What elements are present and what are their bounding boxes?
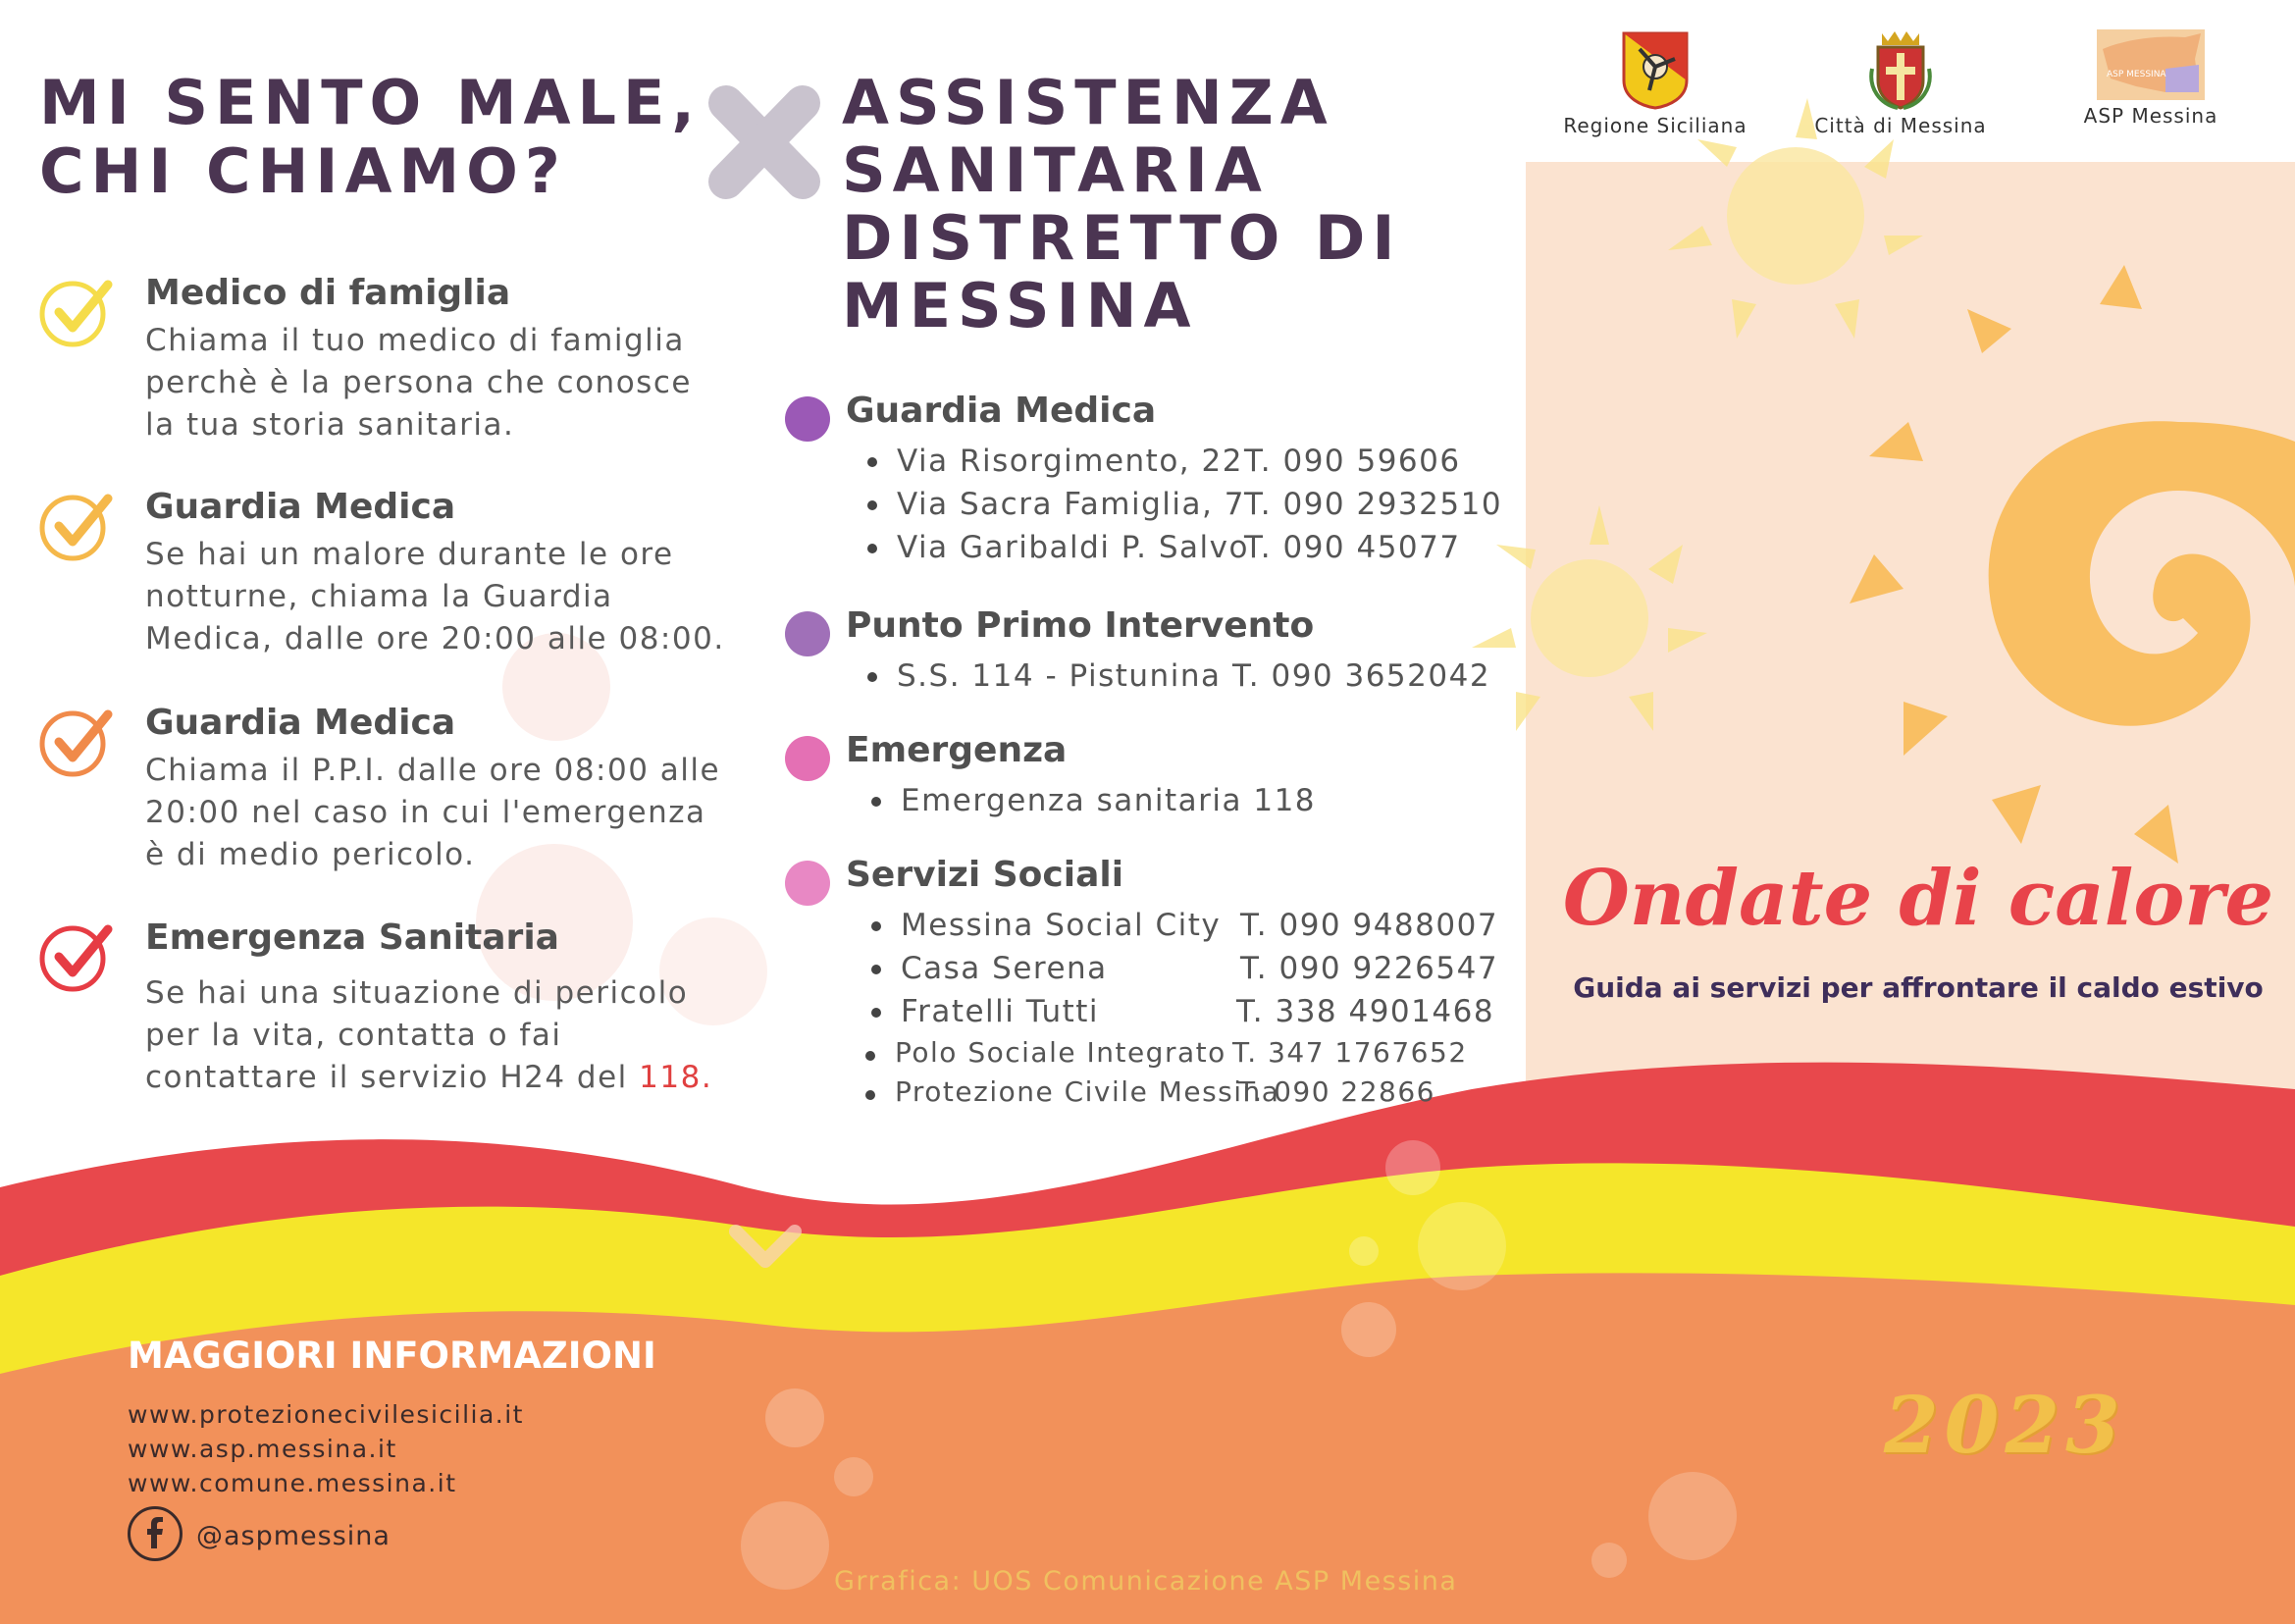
graphics-credit: Grrafica: UOS Comunicazione ASP Messina bbox=[834, 1566, 1458, 1597]
checklist-line-last-text: contattare il servizio H24 del bbox=[145, 1060, 640, 1095]
asp-badge-text: ASP MESSINA bbox=[2107, 70, 2166, 79]
facebook-glyph-icon bbox=[130, 1509, 180, 1558]
service-entry bbox=[863, 440, 1461, 483]
service-guardia-medica bbox=[785, 391, 1531, 577]
checklist-line: per la vita, contatta o fai bbox=[145, 1018, 562, 1053]
footer-heading: MAGGIORI INFORMAZIONI bbox=[128, 1335, 656, 1377]
footer-link-protezione-civile[interactable]: www.protezionecivilesicilia.it bbox=[128, 1400, 524, 1429]
checklist-line: Chiama il tuo medico di famiglia bbox=[145, 323, 685, 358]
service-address: Protezione Civile Messina bbox=[895, 1075, 1280, 1108]
logo-citta-messina bbox=[1802, 29, 1999, 137]
checklist-item-guardia-ppi bbox=[37, 703, 724, 889]
checklist-title: Guardia Medica bbox=[145, 703, 456, 743]
checklist-title: Medico di famiglia bbox=[145, 273, 511, 313]
service-entry bbox=[861, 1033, 1468, 1073]
service-phone: T. 347 1767652 bbox=[1232, 1036, 1468, 1069]
service-phone: T. 090 3652042 bbox=[1232, 658, 1491, 694]
checkmark-circle-icon bbox=[37, 487, 114, 563]
service-address: Casa Serena bbox=[901, 951, 1108, 986]
service-title: Servizi Sociali bbox=[846, 855, 1124, 895]
service-address: Via Garibaldi P. Salvo bbox=[897, 530, 1249, 565]
left-title-line-2: CHI CHIAMO? bbox=[39, 135, 567, 207]
facebook-handle[interactable]: @aspmessina bbox=[196, 1521, 391, 1551]
footer-link-comune[interactable]: www.comune.messina.it bbox=[128, 1469, 457, 1497]
mid-title-line-1: ASSISTENZA bbox=[842, 67, 1334, 138]
checklist-title: Emergenza Sanitaria bbox=[145, 917, 559, 958]
decorative-x-icon bbox=[726, 103, 803, 182]
service-list bbox=[867, 779, 1316, 822]
citta-messina-emblem-icon bbox=[1868, 29, 1933, 110]
checklist-line: Medica, dalle ore 20:00 alle 08:00. bbox=[145, 621, 725, 656]
bullet-dot-icon bbox=[785, 611, 830, 656]
facebook-icon[interactable] bbox=[128, 1506, 183, 1561]
logo-asp-messina bbox=[2053, 29, 2249, 128]
service-address: S.S. 114 - Pistunina bbox=[897, 658, 1222, 694]
checkmark-circle-icon bbox=[37, 273, 114, 349]
service-phone: T. 090 9226547 bbox=[1240, 951, 1499, 986]
service-phone: T. 090 9488007 bbox=[1240, 908, 1499, 943]
service-title: Punto Primo Intervento bbox=[846, 605, 1315, 646]
service-address: Polo Sociale Integrato bbox=[895, 1036, 1226, 1069]
service-address: Via Sacra Famiglia, 7 bbox=[897, 487, 1245, 522]
service-entry bbox=[863, 655, 1491, 698]
checkmark-circle-icon bbox=[37, 917, 114, 994]
service-list bbox=[863, 440, 1503, 569]
bullet-dot-icon bbox=[785, 396, 830, 442]
logo-label-regione: Regione Siciliana bbox=[1563, 114, 1747, 137]
bullet-dot-icon bbox=[785, 736, 830, 781]
service-phone: T. 090 22866 bbox=[1238, 1075, 1435, 1108]
checklist-line: notturne, chiama la Guardia bbox=[145, 579, 613, 614]
checklist-text bbox=[145, 534, 725, 660]
asp-messina-emblem-icon bbox=[2097, 29, 2205, 100]
footer-link-asp[interactable]: www.asp.messina.it bbox=[128, 1435, 397, 1463]
service-list bbox=[863, 655, 1491, 698]
service-address: Via Risorgimento, 22 bbox=[897, 444, 1243, 479]
checklist-line: Se hai un malore durante le ore bbox=[145, 537, 674, 572]
service-entry bbox=[863, 483, 1503, 526]
checklist-title: Guardia Medica bbox=[145, 487, 456, 527]
bullet-dot-icon bbox=[785, 861, 830, 906]
checklist-text bbox=[145, 750, 720, 876]
checklist-text bbox=[145, 320, 692, 446]
service-address: Emergenza sanitaria 118 bbox=[901, 783, 1317, 818]
checklist-line: 20:00 nel caso in cui l'emergenza bbox=[145, 795, 706, 830]
checkmark-circle-icon bbox=[37, 703, 114, 779]
service-phone: T. 338 4901468 bbox=[1236, 994, 1495, 1029]
checklist-line: la tua storia sanitaria. bbox=[145, 407, 515, 443]
left-title-line-1: MI SENTO MALE, bbox=[39, 67, 702, 138]
mid-title-line-3: DISTRETTO DI bbox=[842, 202, 1402, 274]
regione-siciliana-emblem-icon bbox=[1620, 29, 1691, 110]
cover-title: Ondate di calore bbox=[1562, 854, 2274, 943]
service-servizi-sociali bbox=[785, 855, 1531, 1110]
service-list bbox=[867, 904, 1499, 1112]
cover-year: 2023 bbox=[1884, 1379, 2126, 1471]
logo-label-asp: ASP Messina bbox=[2083, 104, 2218, 128]
service-punto-primo-intervento bbox=[785, 605, 1531, 704]
checklist-item-guardia-notte bbox=[37, 487, 724, 673]
logo-label-citta: Città di Messina bbox=[1814, 114, 1987, 137]
checklist-line: Chiama il P.P.I. dalle ore 08:00 alle bbox=[145, 753, 721, 788]
cover-subtitle: Guida ai servizi per affrontare il caldo estivo bbox=[1573, 971, 2264, 1004]
service-entry bbox=[867, 779, 1316, 822]
mid-title-line-4: MESSINA bbox=[842, 270, 1198, 341]
checklist-line-last bbox=[145, 1057, 712, 1099]
service-address: Fratelli Tutti bbox=[901, 994, 1100, 1029]
mid-title-line-2: SANITARIA bbox=[842, 134, 1269, 206]
service-entry bbox=[867, 990, 1495, 1033]
checklist-item-medico bbox=[37, 273, 724, 459]
service-phone: T. 090 2932510 bbox=[1244, 487, 1503, 522]
service-entry bbox=[867, 904, 1499, 947]
checklist-line: perchè è la persona che conosce bbox=[145, 365, 692, 400]
service-emergenza bbox=[785, 730, 1531, 828]
checklist-text bbox=[145, 972, 712, 1099]
checklist-item-emergenza bbox=[37, 917, 724, 1114]
checklist-line: è di medio pericolo. bbox=[145, 837, 476, 872]
left-title bbox=[39, 69, 702, 206]
checklist-line: Se hai una situazione di pericolo bbox=[145, 975, 689, 1011]
logo-regione-siciliana bbox=[1557, 29, 1753, 137]
service-phone: T. 090 59606 bbox=[1244, 444, 1461, 479]
service-address: Messina Social City bbox=[901, 908, 1222, 943]
service-entry bbox=[867, 947, 1499, 990]
service-title: Guardia Medica bbox=[846, 391, 1157, 431]
service-entry bbox=[861, 1073, 1435, 1112]
mid-title bbox=[842, 69, 1401, 340]
emergency-number: 118. bbox=[639, 1060, 713, 1095]
service-phone: T. 090 45077 bbox=[1244, 530, 1461, 565]
service-entry bbox=[863, 526, 1461, 569]
service-title: Emergenza bbox=[846, 730, 1068, 770]
